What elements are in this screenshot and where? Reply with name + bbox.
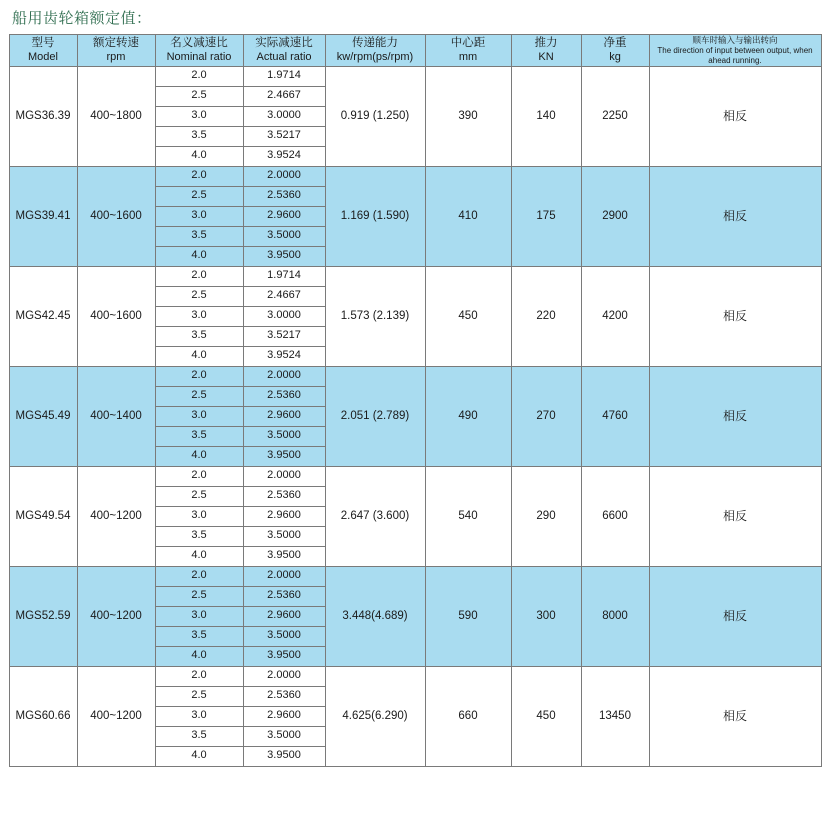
- cell-nominal-ratio: 3.0: [155, 406, 243, 426]
- cell-actual-ratio: 2.5360: [243, 586, 325, 606]
- cell-direction: 相反: [649, 266, 821, 366]
- cell-weight: 6600: [581, 466, 649, 566]
- cell-nominal-ratio: 4.0: [155, 246, 243, 266]
- cell-model: MGS60.66: [9, 666, 77, 766]
- table-row: [9, 466, 821, 486]
- cell-actual-ratio: 3.9500: [243, 446, 325, 466]
- cell-actual-ratio: 2.5360: [243, 186, 325, 206]
- cell-weight: 2900: [581, 166, 649, 266]
- cell-actual-ratio: 3.5000: [243, 726, 325, 746]
- cell-rpm: 400~1200: [77, 666, 155, 766]
- cell-nominal-ratio: 3.5: [155, 726, 243, 746]
- cell-actual-ratio: 2.9600: [243, 206, 325, 226]
- cell-weight: 4200: [581, 266, 649, 366]
- column-header-direction-en: The direction of input between output, when ahead running.: [657, 45, 813, 65]
- cell-nominal-ratio: 2.0: [155, 466, 243, 486]
- column-header-capacity-cn: 传递能力: [352, 37, 398, 50]
- cell-model: MGS49.54: [9, 466, 77, 566]
- cell-actual-ratio: 1.9714: [243, 66, 325, 86]
- column-header-capacity-en: kw/rpm(ps/rpm): [336, 50, 414, 63]
- cell-thrust: 300: [511, 566, 581, 666]
- cell-nominal-ratio: 3.0: [155, 706, 243, 726]
- cell-capacity: 2.051 (2.789): [325, 366, 425, 466]
- cell-model: MGS42.45: [9, 266, 77, 366]
- cell-nominal-ratio: 4.0: [155, 546, 243, 566]
- column-header-actual-ratio-en: Actual ratio: [256, 50, 312, 63]
- cell-actual-ratio: 2.4667: [243, 286, 325, 306]
- cell-capacity: 2.647 (3.600): [325, 466, 425, 566]
- column-header-nominal-ratio-en: Nominal ratio: [166, 50, 232, 63]
- cell-actual-ratio: 3.5217: [243, 326, 325, 346]
- cell-thrust: 140: [511, 66, 581, 166]
- column-header-thrust-cn: 推力: [534, 37, 558, 50]
- column-header-model-en: Model: [28, 50, 58, 63]
- column-header-capacity: [325, 35, 425, 67]
- cell-center-distance: 590: [425, 566, 511, 666]
- column-header-actual-ratio-cn: 实际减速比: [255, 37, 313, 50]
- cell-weight: 8000: [581, 566, 649, 666]
- cell-actual-ratio: 3.5000: [243, 526, 325, 546]
- cell-nominal-ratio: 3.5: [155, 126, 243, 146]
- cell-nominal-ratio: 2.0: [155, 166, 243, 186]
- table-body: [9, 66, 821, 766]
- column-header-rpm: [77, 35, 155, 67]
- cell-actual-ratio: 2.5360: [243, 686, 325, 706]
- cell-direction: 相反: [649, 466, 821, 566]
- cell-actual-ratio: 2.5360: [243, 386, 325, 406]
- specification-table: [9, 34, 822, 767]
- column-header-thrust: [511, 35, 581, 67]
- table-row: [9, 566, 821, 586]
- cell-nominal-ratio: 2.5: [155, 586, 243, 606]
- cell-nominal-ratio: 3.5: [155, 226, 243, 246]
- cell-capacity: 4.625(6.290): [325, 666, 425, 766]
- cell-actual-ratio: 2.0000: [243, 466, 325, 486]
- cell-nominal-ratio: 2.0: [155, 366, 243, 386]
- column-header-actual-ratio: [243, 35, 325, 67]
- cell-actual-ratio: 2.9600: [243, 606, 325, 626]
- cell-nominal-ratio: 2.5: [155, 686, 243, 706]
- column-header-thrust-en: KN: [538, 50, 554, 63]
- cell-nominal-ratio: 3.5: [155, 626, 243, 646]
- column-header-nominal-ratio: [155, 35, 243, 67]
- cell-actual-ratio: 3.9500: [243, 246, 325, 266]
- cell-nominal-ratio: 2.5: [155, 286, 243, 306]
- cell-thrust: 220: [511, 266, 581, 366]
- column-header-direction: [649, 35, 821, 67]
- table-row: [9, 366, 821, 386]
- cell-actual-ratio: 2.0000: [243, 566, 325, 586]
- cell-actual-ratio: 2.9600: [243, 406, 325, 426]
- cell-actual-ratio: 2.9600: [243, 506, 325, 526]
- cell-nominal-ratio: 2.0: [155, 266, 243, 286]
- cell-actual-ratio: 2.0000: [243, 166, 325, 186]
- cell-nominal-ratio: 3.5: [155, 426, 243, 446]
- cell-nominal-ratio: 2.5: [155, 186, 243, 206]
- table-row: [9, 266, 821, 286]
- cell-actual-ratio: 2.5360: [243, 486, 325, 506]
- cell-weight: 2250: [581, 66, 649, 166]
- cell-rpm: 400~1600: [77, 266, 155, 366]
- cell-direction: 相反: [649, 566, 821, 666]
- cell-actual-ratio: 3.9500: [243, 546, 325, 566]
- column-header-rpm-en: rpm: [106, 50, 126, 63]
- cell-actual-ratio: 3.5000: [243, 226, 325, 246]
- cell-nominal-ratio: 3.0: [155, 606, 243, 626]
- cell-thrust: 290: [511, 466, 581, 566]
- cell-weight: 4760: [581, 366, 649, 466]
- cell-center-distance: 410: [425, 166, 511, 266]
- cell-nominal-ratio: 4.0: [155, 746, 243, 766]
- cell-actual-ratio: 3.9524: [243, 346, 325, 366]
- cell-nominal-ratio: 4.0: [155, 346, 243, 366]
- cell-actual-ratio: 3.0000: [243, 106, 325, 126]
- cell-actual-ratio: 3.9500: [243, 646, 325, 666]
- cell-center-distance: 540: [425, 466, 511, 566]
- cell-direction: 相反: [649, 66, 821, 166]
- column-header-center-distance-en: mm: [458, 50, 478, 63]
- column-header-center-distance-cn: 中心距: [450, 37, 486, 50]
- cell-rpm: 400~1800: [77, 66, 155, 166]
- table-row: [9, 666, 821, 686]
- cell-capacity: 1.573 (2.139): [325, 266, 425, 366]
- cell-nominal-ratio: 3.0: [155, 106, 243, 126]
- cell-capacity: 0.919 (1.250): [325, 66, 425, 166]
- table-row: [9, 166, 821, 186]
- cell-thrust: 175: [511, 166, 581, 266]
- cell-nominal-ratio: 3.0: [155, 306, 243, 326]
- cell-nominal-ratio: 4.0: [155, 646, 243, 666]
- cell-direction: 相反: [649, 166, 821, 266]
- cell-nominal-ratio: 2.0: [155, 566, 243, 586]
- cell-nominal-ratio: 3.5: [155, 326, 243, 346]
- cell-actual-ratio: 3.5000: [243, 426, 325, 446]
- cell-rpm: 400~1600: [77, 166, 155, 266]
- column-header-weight-en: kg: [609, 50, 621, 63]
- cell-center-distance: 450: [425, 266, 511, 366]
- cell-rpm: 400~1400: [77, 366, 155, 466]
- cell-model: MGS52.59: [9, 566, 77, 666]
- table-header: [9, 35, 821, 67]
- column-header-model: [9, 35, 77, 67]
- column-header-weight: [581, 35, 649, 67]
- cell-actual-ratio: 3.0000: [243, 306, 325, 326]
- cell-actual-ratio: 2.9600: [243, 706, 325, 726]
- cell-nominal-ratio: 3.0: [155, 206, 243, 226]
- cell-model: MGS45.49: [9, 366, 77, 466]
- cell-nominal-ratio: 4.0: [155, 446, 243, 466]
- cell-nominal-ratio: 4.0: [155, 146, 243, 166]
- column-header-nominal-ratio-cn: 名义减速比: [170, 37, 228, 50]
- column-header-direction-cn: 顺车时输入与输出转向: [692, 35, 778, 45]
- cell-actual-ratio: 1.9714: [243, 266, 325, 286]
- cell-nominal-ratio: 2.5: [155, 86, 243, 106]
- cell-nominal-ratio: 2.5: [155, 486, 243, 506]
- cell-nominal-ratio: 3.0: [155, 506, 243, 526]
- cell-center-distance: 660: [425, 666, 511, 766]
- page-title: 船用齿轮箱额定值：: [12, 11, 152, 27]
- cell-actual-ratio: 3.9500: [243, 746, 325, 766]
- cell-direction: 相反: [649, 666, 821, 766]
- column-header-weight-cn: 净重: [603, 37, 627, 50]
- cell-actual-ratio: 2.0000: [243, 666, 325, 686]
- cell-actual-ratio: 3.9524: [243, 146, 325, 166]
- cell-thrust: 450: [511, 666, 581, 766]
- cell-actual-ratio: 2.4667: [243, 86, 325, 106]
- cell-model: MGS36.39: [9, 66, 77, 166]
- cell-rpm: 400~1200: [77, 566, 155, 666]
- cell-nominal-ratio: 2.0: [155, 66, 243, 86]
- cell-center-distance: 490: [425, 366, 511, 466]
- cell-actual-ratio: 3.5000: [243, 626, 325, 646]
- cell-nominal-ratio: 2.5: [155, 386, 243, 406]
- cell-nominal-ratio: 2.0: [155, 666, 243, 686]
- column-header-rpm-cn: 额定转速: [93, 37, 139, 50]
- cell-thrust: 270: [511, 366, 581, 466]
- cell-model: MGS39.41: [9, 166, 77, 266]
- cell-weight: 13450: [581, 666, 649, 766]
- cell-actual-ratio: 3.5217: [243, 126, 325, 146]
- column-header-center-distance: [425, 35, 511, 67]
- cell-center-distance: 390: [425, 66, 511, 166]
- cell-direction: 相反: [649, 366, 821, 466]
- header-row: [9, 35, 821, 67]
- column-header-model-cn: 型号: [31, 37, 55, 50]
- cell-capacity: 1.169 (1.590): [325, 166, 425, 266]
- cell-nominal-ratio: 3.5: [155, 526, 243, 546]
- cell-actual-ratio: 2.0000: [243, 366, 325, 386]
- cell-rpm: 400~1200: [77, 466, 155, 566]
- cell-capacity: 3.448(4.689): [325, 566, 425, 666]
- table-row: [9, 66, 821, 86]
